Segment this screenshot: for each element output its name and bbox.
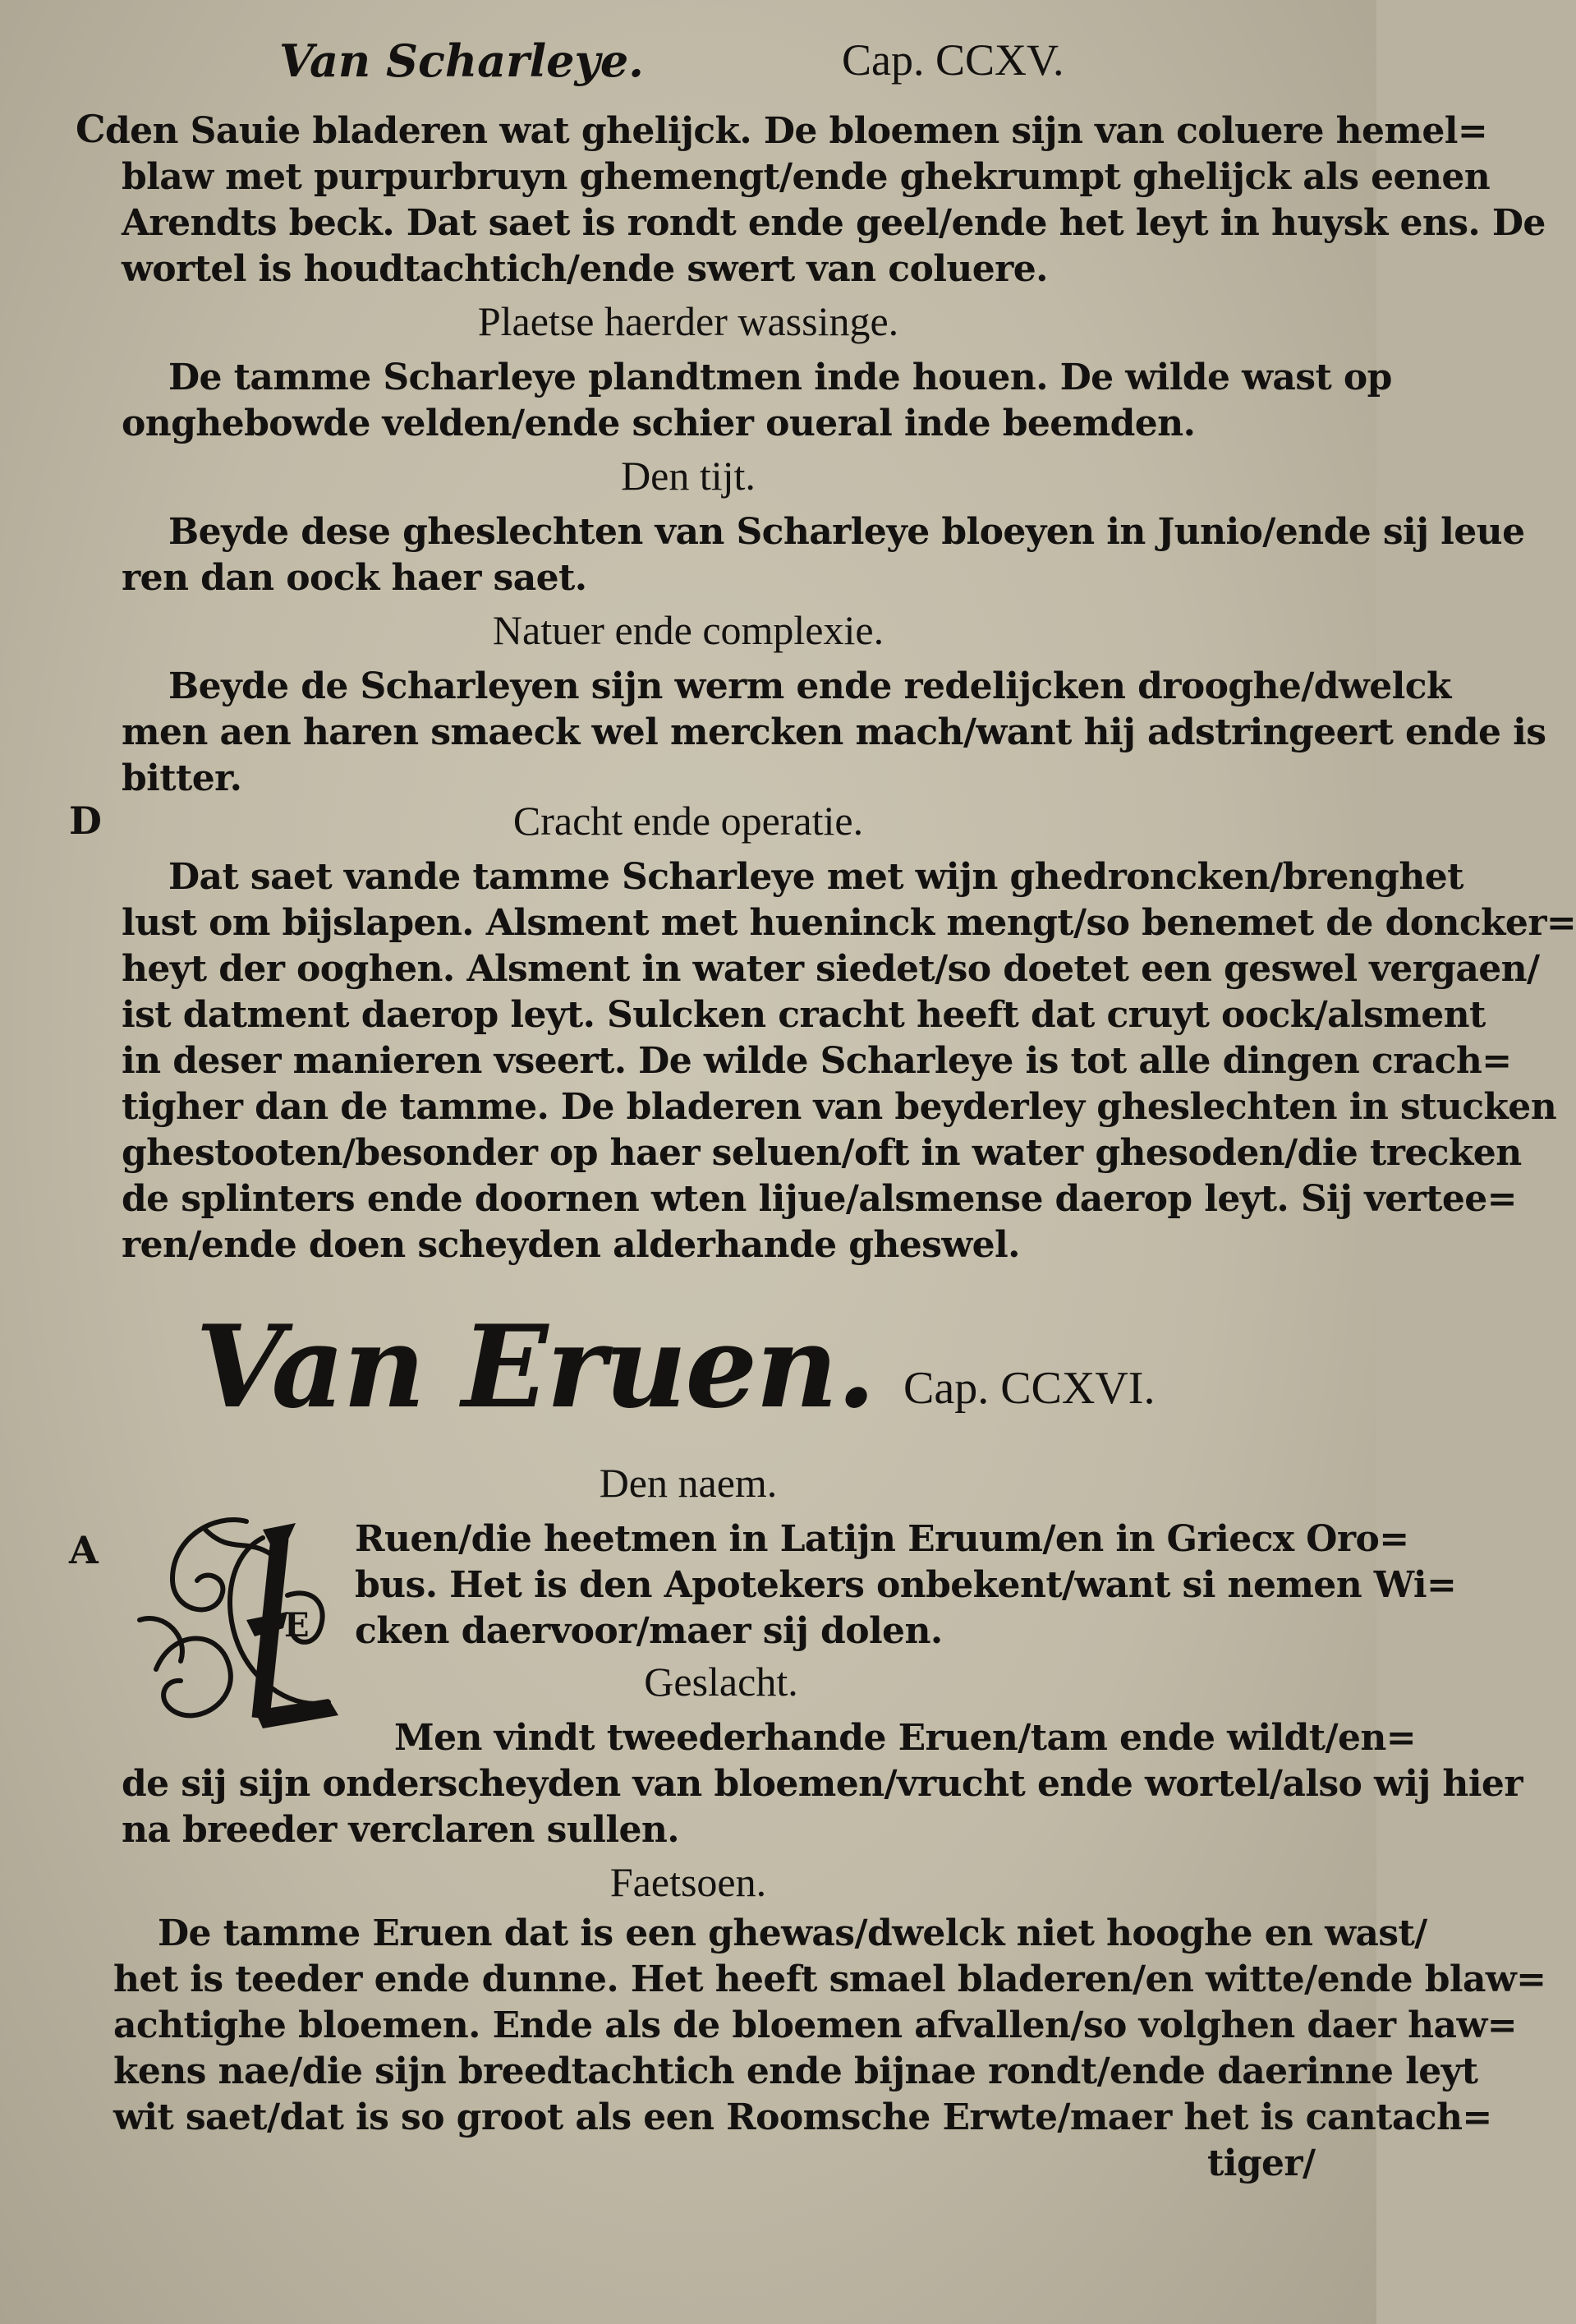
text-line: Arendts beck. Dat saet is rondt ende geel/ende het leyt in huysk ens. De: [122, 202, 1546, 244]
catchword: tiger/: [1207, 2142, 1316, 2184]
section-heading-tijt: Den tijt.: [621, 453, 756, 499]
text-line: blaw met purpurbruyn ghemengt/ende ghekrumpt ghelijck als eenen: [122, 156, 1491, 198]
text-line: wit saet/dat is so groot als een Roomsche Erwte/maer het is cantach=: [113, 2096, 1492, 2138]
text-line: ist datment daerop leyt. Sulcken cracht heeft dat cruyt oock/alsment: [122, 994, 1486, 1036]
text-line: achtighe bloemen. Ende als de bloemen afvallen/so volghen daer haw=: [113, 2004, 1518, 2046]
section-heading-natuer: Natuer ende complexie.: [492, 607, 884, 653]
text-line: men aen haren smaeck wel mercken mach/want hij adstringeert ende is: [122, 711, 1546, 753]
decorated-initial: [123, 1505, 355, 1743]
text-line: tigher dan de tamme. De bladeren van beyderley gheslechten in stucken: [122, 1086, 1557, 1128]
text-line: bus. Het is den Apotekers onbekent/want si nemen Wi=: [355, 1564, 1457, 1606]
section-heading-naem: Den naem.: [599, 1460, 778, 1506]
text-line: den Sauie bladeren wat ghelijck. De bloemen sijn van coluere hemel=: [105, 110, 1488, 152]
initial-ornament: [123, 1505, 355, 1743]
initial-letter: E: [284, 1606, 310, 1645]
text-line: het is teeder ende dunne. Het heeft smael bladeren/en witte/ende blaw=: [113, 1958, 1546, 2000]
text-line: onghebowde velden/ende schier oueral inde beemden.: [122, 403, 1196, 444]
section-heading-cracht: Cracht ende operatie.: [512, 798, 864, 844]
text-line: na breeder verclaren sullen.: [122, 1809, 679, 1851]
margin-letter-d: D: [69, 798, 102, 843]
text-line: de splinters ende doornen wten lijue/alsmense daerop leyt. Sij vertee=: [122, 1178, 1517, 1220]
margin-letter-c: C: [76, 107, 106, 151]
text-line: de sij sijn onderscheyden van bloemen/vrucht ende wortel/also wij hier: [122, 1763, 1523, 1805]
chapter-number-2: Cap. CCXVI.: [903, 1363, 1156, 1414]
text-line: kens nae/die sijn breedtachtich ende bijnae rondt/ende daerinne leyt: [113, 2050, 1478, 2092]
section-heading-geslacht: Geslacht.: [644, 1659, 798, 1705]
text-line: cken daervoor/maer sij dolen.: [355, 1610, 943, 1652]
text-line: lust om bijslapen. Alsment met hueninck mengt/so benemet de doncker=: [122, 902, 1576, 944]
text-line: De tamme Eruen dat is een ghewas/dwelck niet hooghe en wast/: [158, 1912, 1427, 1954]
text-line: Beyde dese gheslechten van Scharleye bloeyen in Junio/ende sij leue: [168, 511, 1525, 553]
text-line: Ruen/die heetmen in Latijn Eruum/en in Griecx Oro=: [355, 1518, 1409, 1560]
text-line: ren/ende doen scheyden alderhande gheswel.: [122, 1224, 1020, 1266]
text-line: heyt der ooghen. Alsment in water siedet/so doetet een geswel vergaen/: [122, 948, 1540, 990]
section-heading-plaetse: Plaetse haerder wassinge.: [477, 298, 899, 344]
text-line: Beyde de Scharleyen sijn werm ende redelijcken drooghe/dwelck: [168, 665, 1451, 707]
running-title: Van Scharleye.: [279, 35, 644, 87]
text-line: ren dan oock haer saet.: [122, 557, 587, 599]
text-line: Men vindt tweederhande Eruen/tam ende wildt/en=: [394, 1717, 1417, 1759]
text-line: wortel is houdtachtich/ende swert van coluere.: [122, 248, 1048, 290]
text-line: De tamme Scharleye plandtmen inde houen. De wilde wast op: [168, 357, 1392, 398]
text-line: bitter.: [122, 757, 242, 799]
chapter-title: Van Eruen.: [195, 1300, 875, 1434]
text-line: Dat saet vande tamme Scharleye met wijn ghedroncken/brenghet: [168, 856, 1463, 898]
text-line: ghestooten/besonder op haer seluen/oft in water ghesoden/die trecken: [122, 1132, 1522, 1174]
text-line: in deser manieren vseert. De wilde Scharleye is tot alle dingen crach=: [122, 1040, 1512, 1082]
section-heading-faetsoen: Faetsoen.: [609, 1859, 767, 1905]
margin-letter-a: A: [69, 1528, 99, 1572]
chapter-number: Cap. CCXV.: [842, 35, 1064, 85]
